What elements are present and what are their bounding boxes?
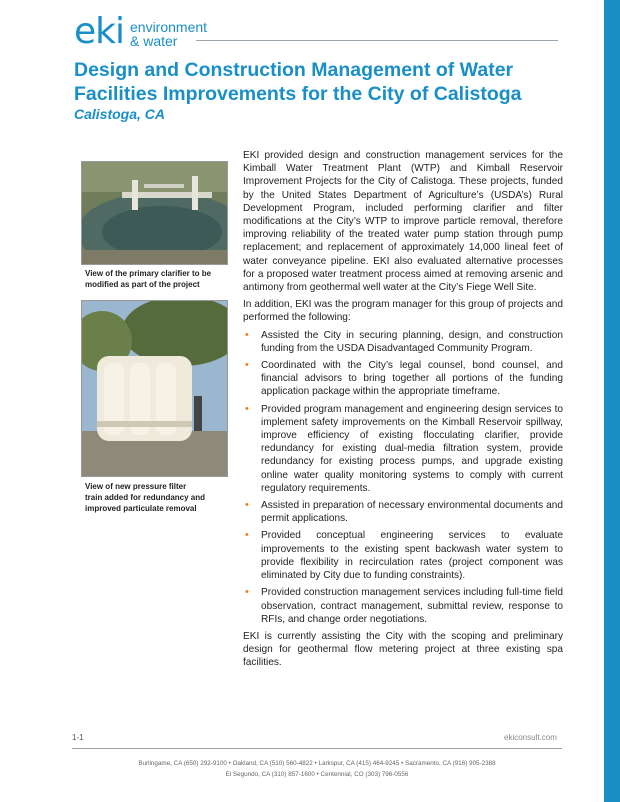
sidebar-accent-bar bbox=[604, 0, 620, 802]
footer-rule bbox=[72, 748, 562, 749]
logo-wordmark: eki bbox=[74, 11, 124, 52]
logo-tagline-line1: environment bbox=[130, 19, 208, 35]
page-title: Design and Construction Management of Water Facilities Improvements for the City of Calistoga bbox=[74, 59, 522, 105]
bullet-icon: • bbox=[245, 402, 249, 415]
clarifier-photo bbox=[81, 161, 228, 265]
list-item: • Assisted in preparation of necessary environmental documents and permit applications. bbox=[245, 499, 563, 525]
services-list bbox=[243, 329, 563, 626]
photo2-caption: View of new pressure filter train added for redundancy and improved particulate removal bbox=[85, 482, 206, 513]
address-line-1: Burlingame, CA (650) 292-9100 • Oakland, CA (510) 560-4822 • Larkspur, CA (415) 464-9245 • Sacramento, CA (916) 905-2388 bbox=[138, 760, 496, 767]
lead-paragraph: In addition, EKI was the program manager for this group of projects and performed the following: bbox=[243, 299, 563, 324]
pressure-filter-photo bbox=[81, 300, 228, 477]
address-line-2: El Segundo, CA (310) 857-1600 • Centennial, CO (303) 796-0556 bbox=[225, 771, 409, 778]
photo1-caption: View of the primary clarifier to be modified as part of the project bbox=[85, 269, 212, 289]
list-item: • Provided program management and engineering design services to implement safety improvements on the Kimball Reservoir spillway, improve efficiency of existing flocculating clarifier, provide redundancy for existing dual-media filtration system, provide redundancy for existing process pumps, and upgrade existing online water quality monitoring systems to comply with current regulatory requirements. bbox=[245, 402, 563, 494]
body-text bbox=[243, 149, 563, 674]
bullet-icon: • bbox=[245, 328, 249, 341]
page-number: 1-1 bbox=[72, 733, 84, 742]
bullet-icon: • bbox=[245, 359, 249, 372]
list-item: • Provided construction management services including full-time field observation, contract management, submittal review, response to RFIs, and change order negotiations. bbox=[245, 586, 563, 625]
bullet-icon: • bbox=[245, 586, 249, 599]
list-item: • Provided conceptual engineering services to evaluate improvements to the existing spent backwash water system to provide flexibility in recirculation rates (project component was eliminated by City due to funding constraints). bbox=[245, 529, 563, 582]
office-addresses bbox=[72, 758, 562, 780]
bullet-icon: • bbox=[245, 499, 249, 512]
closing-paragraph: EKI is currently assisting the City with the scoping and preliminary design for geothermal flow metering project at three existing spa facilities. bbox=[243, 630, 563, 669]
list-item: • Assisted the City in securing planning, design, and construction funding from the USDA Disadvantaged Community Program. bbox=[245, 328, 563, 354]
logo-tagline-line2: & water bbox=[130, 33, 178, 49]
website-link[interactable]: ekiconsult.com bbox=[504, 733, 557, 742]
bullet-icon: • bbox=[245, 529, 249, 542]
intro-paragraph: EKI provided design and construction management services for the Kimball Water Treatment Plant (WTP) and Kimball Reservoir Improvement Projects for the City of Calistoga. These projects, funded by the United States Department of Agriculture’s (USDA’s) Rural Development Program, included performing clarifier and filter modifications at the City’s WTP to improve particle removal, therefore improving reliability of the treated water pump station through pump replacement; and replacement of approximately 14,000 lineal feet of water conveyance pipeline. EKI also evaluated alternative processes for a proposed water treatment process aimed at removing arsenic and antimony from geothermal well water at the City’s Fiege Well Site. bbox=[243, 150, 563, 294]
project-location: Calistoga, CA bbox=[74, 106, 166, 122]
header-rule bbox=[196, 40, 558, 41]
list-item: • Coordinated with the City’s legal counsel, bond counsel, and financial advisors to bring together all portions of the funding application package within the appropriate timeframe. bbox=[245, 359, 563, 398]
